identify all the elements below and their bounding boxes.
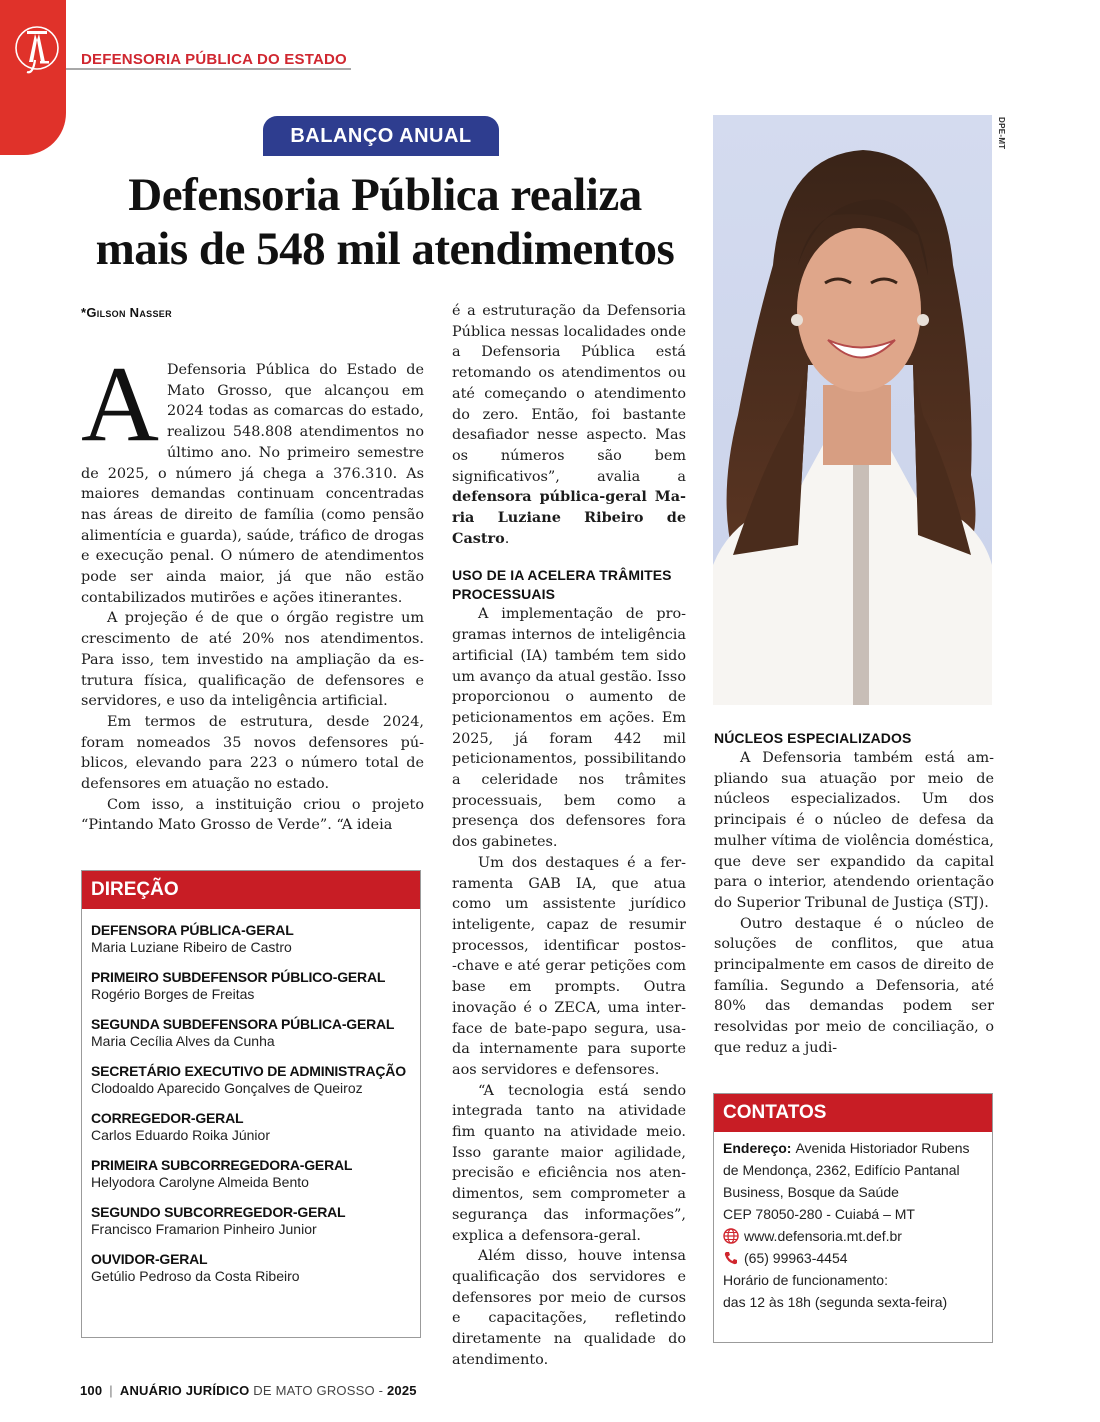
article-paragraph: A Defensoria também está ampliando sua atuação por meio de núcleos especializados. Um dos principais é o núcleo de defesa da mulher vítima de violência doméstica, que deve ser expandido da capital para o interior, atendendo orientação do Superior Tribunal de Justiça (STJ). [714, 750, 994, 911]
role-entry [82, 969, 420, 1003]
role-entry [82, 1016, 420, 1050]
article-paragraph: Outro destaque é o núcleo de soluções de conflitos, que atua principalmente em casos de direito de família. Segundo a Defensoria, até 80% das demandas podem ser resolvidas por meio de conciliação, o que reduz a judi- [714, 915, 994, 1056]
postal-code: CEP 78050-280 - Cuiabá – MT [723, 1206, 915, 1222]
drop-cap: A [81, 345, 159, 464]
role-name: Carlos Eduardo Roika Júnior [91, 1127, 270, 1143]
headline [60, 168, 710, 276]
role-title: PRIMEIRA SUBCORREGEDORA-GERAL [91, 1157, 353, 1173]
kicker-tag [263, 116, 499, 156]
role-title: PRIMEIRO SUBDEFENSOR PÚBLICO-GERAL [91, 969, 386, 985]
subheading-ia: USO DE IA ACELERA TRÂMITES PROCESSUAIS [452, 567, 672, 603]
section-header [66, 50, 351, 70]
hours-value: das 12 às 18h (segunda sexta-feira) [723, 1294, 948, 1310]
phone-line [723, 1247, 984, 1269]
paragraph-text: é a estruturação da Defensoria Pública nessas localidades onde a Defensoria Pública está retomando os atendimentos ou até começando o atendimento do zero. Então, foi bastante desafiador nesse aspecto. Mas os números são bem significativos”, avalia a [452, 303, 686, 485]
phone-number[interactable]: (65) 99963-4454 [744, 1250, 848, 1266]
role-title: SEGUNDA SUBDEFENSORA PÚBLICA-GERAL [91, 1016, 395, 1032]
kicker-label: BALANÇO ANUAL [290, 124, 472, 147]
paragraph-end: . [504, 530, 510, 547]
role-name: Francisco Framarion Pinheiro Junior [91, 1221, 317, 1237]
paragraph-text: Defensoria Pública do Estado de Mato Grosso, que alcançou em 2024 todas as comarcas do estado, realizou 548.808 atendimentos no último ano. No primeiro semestre de 2025, o número já chega a 376.310. As maiores demandas continuam concentradas nas áreas de direito de família (como pensão alimentícia e guarda), saúde, tráfico de drogas e execução penal. O número de atendimentos pode ser ainda maior, já que não estão contabilizados mutirões e ações itinerantes. [81, 362, 424, 606]
role-entry [82, 1063, 420, 1097]
portrait-illustration [713, 115, 992, 705]
article-paragraph: Com isso, a instituição criou o projeto “Pintando Mato Grosso de Verde”. “A ideia [81, 796, 424, 834]
website-line [723, 1225, 984, 1247]
hours-label: Horário de funcionamento: [723, 1272, 888, 1288]
role-title: SEGUNDO SUBCORREGEDOR-GERAL [91, 1204, 346, 1220]
publication-year: 2025 [386, 1383, 417, 1398]
role-name: Clodoaldo Aparecido Gonçalves de Queiroz [91, 1080, 363, 1096]
photo-credit: DPE-MT [997, 117, 1006, 150]
website-link[interactable]: www.defensoria.mt.def.br [744, 1228, 902, 1244]
role-entry [82, 922, 420, 956]
article-paragraph: A projeção é de que o órgão registre um crescimento de até 20% nos atendimentos. Para isso, tem investido na ampliação da estrutura física, qualificação de defensores e servidores, e uso da inteligência artificial. [81, 610, 424, 710]
footer-separator: | [109, 1383, 113, 1398]
role-title: DEFENSORA PÚBLICA-GERAL [91, 922, 294, 938]
contatos-title: CONTATOS [714, 1094, 992, 1132]
role-name: Maria Luziane Ribeiro de Castro [91, 939, 292, 955]
article-paragraph [452, 301, 686, 549]
direcao-title: DIREÇÃO [82, 871, 420, 909]
article-paragraph: “A tecnologia está sendo integrada tanto na atividade fim quanto na atividade meio. Isso garante maior agilidade, precisão e eficiência nos atendimentos, sem comprometer a segurança das informações”, explica a defensora-geral. [452, 1082, 686, 1244]
publication-subtitle: DE MATO GROSSO - [253, 1383, 384, 1398]
contatos-body [714, 1132, 992, 1313]
headline-line-2: mais de 548 mil atendimentos [95, 223, 675, 275]
article-column-2 [452, 301, 686, 1370]
page-footer [80, 1383, 417, 1398]
publication-name: ANUÁRIO JURÍDICO [119, 1383, 250, 1398]
article-paragraph: Um dos destaques é a ferramenta GAB IA, que atua como um assistente jurídico inteligente, capaz de resumir processos, identificar postos-‑chave e até gerar petições com base em prompts. Outra inovação é o ZECA, uma interface de bate-papo segura, usada internamente para suporte aos servidores e defensores. [452, 854, 686, 1078]
article-paragraph: Em termos de estrutura, desde 2024, foram nomeados 35 novos defensores públicos, elevando para 223 o número total de defensores em atuação no estado. [81, 713, 424, 793]
section-title: DEFENSORIA PÚBLICA DO ESTADO [81, 51, 347, 68]
defensoria-logo-icon [13, 22, 63, 78]
role-name: Helyodora Carolyne Almeida Bento [91, 1174, 309, 1190]
role-name: Getúlio Pedroso da Costa Ribeiro [91, 1268, 300, 1284]
page-number: 100 [80, 1383, 103, 1398]
address-line [723, 1137, 984, 1159]
article-paragraph: Além disso, houve intensa qualificação dos servidores e defensores por meio de cursos e capacitações, refletindo diretamente na qualidade do atendimento. [452, 1248, 686, 1368]
role-entry [82, 1157, 420, 1191]
role-title: SECRETÁRIO EXECUTIVO DE ADMINISTRAÇÃO [91, 1063, 406, 1079]
headline-line-1: Defensoria Pública realiza [128, 169, 642, 221]
subheading-nucleos: NÚCLEOS ESPECIALIZADOS [714, 730, 912, 746]
article-paragraph [81, 345, 424, 608]
role-title: OUVIDOR-GERAL [91, 1251, 208, 1267]
portrait-photo [713, 115, 992, 705]
role-entry [82, 1204, 420, 1238]
role-name: Rogério Borges de Freitas [91, 986, 255, 1002]
address-line: de Mendonça, 2362, Edifício Pantanal [723, 1162, 960, 1178]
article-column-1 [81, 345, 424, 836]
role-title: CORREGEDOR-GERAL [91, 1110, 244, 1126]
role-entry [82, 1251, 420, 1285]
address-text: Avenida Historiador Rubens [795, 1140, 970, 1156]
globe-icon [723, 1228, 739, 1244]
article-paragraph: A implementação de programas internos de inteligência artificial (IA) também tem sido um avanço da atual gestão. Isso proporcionou o aumento de peticionamentos em ações. Em 2025, já foram 442 mil peticionamentos, possibilitando a celeridade nos trâmites processuais, bem como a presença dos defensores fora dos gabinetes. [452, 606, 686, 851]
address-line: Business, Bosque da Saúde [723, 1184, 899, 1200]
phone-icon [723, 1250, 739, 1266]
article-column-3 [714, 729, 994, 1059]
direcao-box [81, 870, 421, 1338]
role-entry [82, 1110, 420, 1144]
quoted-person: defensora pública-geral Maria Luziane Ribeiro de Castro [452, 488, 686, 547]
address-label: Endereço: [723, 1140, 792, 1156]
role-name: Maria Cecília Alves da Cunha [91, 1033, 275, 1049]
contatos-box [713, 1093, 993, 1343]
byline: *Gilson Nasser [81, 305, 172, 320]
